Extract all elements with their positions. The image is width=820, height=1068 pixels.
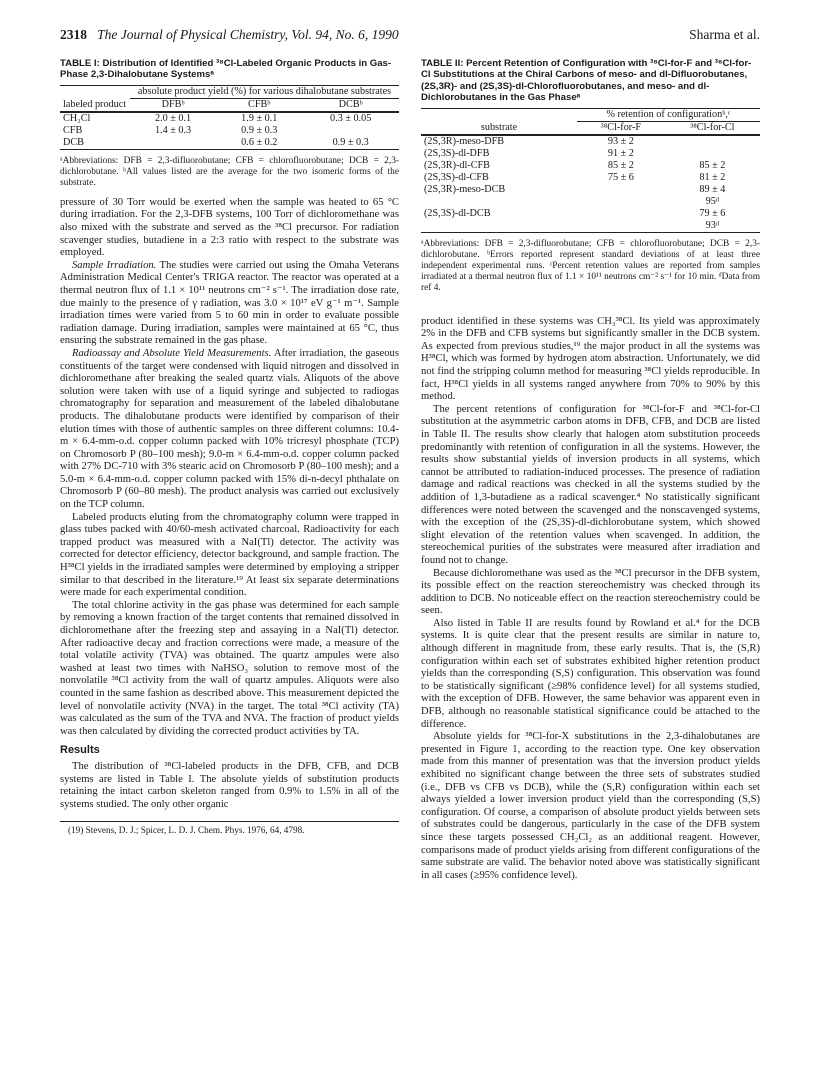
table-cell: 0.9 ± 0.3 bbox=[332, 136, 369, 148]
table-1-col-group: absolute product yield (%) for various dihalobutane substrates bbox=[130, 85, 399, 98]
running-header-left bbox=[60, 27, 399, 43]
table-row bbox=[60, 112, 399, 125]
body-paragraph: Sample Irradiation. The studies were carried out using the Omaha Veterans Administration Medical Center's TRIGA reactor. The reactor was operated at a thermal neutron flux of 1.1 × 10¹¹ neutrons cm⁻² s⁻¹. The irradiation dose rate, due mainly to the presence of γ radiation, was 3.0 × 10¹⁷ eV g⁻¹ m⁻¹. Sample irradiation times were varied from 5 to 60 min in order to evaluate possible radiation damage. During irradiation, samples were maintained at 65 °C, thus ensuring the substrate remained in the gas phase. bbox=[60, 259, 399, 347]
table-cell: 95ᵈ bbox=[705, 195, 720, 207]
table-2-title: TABLE II: Percent Retention of Configuration with ³⁸Cl-for-F and ³⁸Cl-for-Cl Substitutions at the Chiral Carbons of meso- and dl-Difluorobutanes, (2S,3R)- and (2S,3S)-dl-Chlorofluorobutanes, and meso- and dl-Dichlorobutanes in the Gas Phaseᵃ bbox=[421, 58, 752, 104]
table-cell: (2S,3R)-meso-DCB bbox=[424, 183, 506, 195]
table-2-row-header: substrate bbox=[480, 121, 518, 133]
body-paragraph: Because dichloromethane was used as the ³⁸Cl precursor in the DFB system, its possible effect on the reaction stereochemistry was checked through its addition to DCB. No noticeable effect on the reaction stereochemistry could be seen. bbox=[421, 567, 760, 617]
left-column bbox=[60, 58, 399, 836]
table-1-footnote: ᵃAbbreviations: DFB = 2,3-difluorobutane; CFB = chlorofluorobutane; DCB = 2,3-dichlorobutane. ᵇAll values listed are the average for the two isomeric forms of the substrate. bbox=[60, 155, 399, 188]
table-row bbox=[421, 160, 760, 172]
table-cell bbox=[665, 148, 760, 160]
table-cell: 0.9 ± 0.3 bbox=[241, 124, 278, 136]
table-cell: 1.9 ± 0.1 bbox=[241, 112, 278, 124]
column-gap bbox=[421, 302, 760, 316]
table-cell bbox=[665, 135, 760, 148]
body-paragraph: The distribution of ³⁸Cl-labeled products in the DFB, CFB, and DCB systems are listed in Table I. The absolute yields of substitution products retaining the intact carbon skeleton ranged from 0.9% to 1.5% in all of the systems studied. The only other organic bbox=[60, 760, 399, 810]
body-paragraph: The percent retentions of configuration for ³⁸Cl-for-F and ³⁸Cl-for-Cl substitution at the asymmetric carbon atoms in DFB, CFB, and DCB are listed in Table II. The results show clearly that halogen atom substitution proceeds predominantly with retention of configuration in all the systems. However, the results show substantial yields of inversion products in all systems, which cannot be attributed to radiation-induced processes. The presence of radiation damage and radical reactions was checked in all the systems studied by the addition of 1,3-butadiene as a radical scavenger.⁴ No statistically significant differences were noted between the scavenged and the nonscavenged systems, with the exception of the (2S,3S)-dl-dichlorobutane system, which showed slight elevation of the retention values when scavenged. In addition, the stereochemical purities of the substrates were measured after irradiation and found not to change. bbox=[421, 403, 760, 566]
table-cell: (2S,3S)-dl-DFB bbox=[424, 147, 490, 159]
table-row bbox=[421, 135, 760, 148]
table-cell: 93ᵈ bbox=[705, 219, 720, 231]
table-cell bbox=[577, 196, 665, 208]
table-cell bbox=[302, 125, 399, 137]
table-row bbox=[60, 137, 399, 150]
table-cell: CH₃Cl bbox=[63, 112, 91, 124]
body-paragraph: Also listed in Table II are results found by Rowland et al.⁴ for the DCB systems. It is quite clear that the present results are similar in nature to, although different in magnitude from, these early results. That is, the (S,R) configuration within each set of substrates exhibited higher retention product yields than the corresponding (S,S) configuration. This observation was found to be statistically significant (≥98% confidence level) for all systems studied, with the exception of DFB. However, the same behavior was apparent even in DFB, although no reasonable statistical significance could be attached to the difference. bbox=[421, 617, 760, 730]
right-column bbox=[421, 58, 760, 882]
body-paragraph: Absolute yields for ³⁸Cl-for-X substitutions in the 2,3-dihalobutanes are presented in Figure 1, according to the reaction type. One key observation made from this manner of presentation was that the inversion product yields exhibited no significant change between the three sets of substrates studied (i.e., DFB vs CFB vs DCB), while the (S,R) configuration within each set always yielded a lower inversion product yield than the corresponding (S,S) configuration. Of course, a comparison of absolute product yields between sets of substrates could be dangerous, particularly in the case of the DFB system since these targets possessed CH₂Cl₂ as an additional reagent. However, comparisons made of product yields arising from different configurations of the same substrate are valid. The behavior noted above was statistically significant in all cases (≥95% confidence level). bbox=[421, 731, 760, 881]
footnote-divider bbox=[60, 821, 399, 822]
table-cell bbox=[421, 220, 577, 233]
table-2-col-header: ³⁸Cl-for-F bbox=[600, 121, 642, 133]
table-cell: DCB bbox=[63, 136, 84, 148]
table-2-col-header: ³⁸Cl-for-Cl bbox=[690, 121, 735, 133]
table-cell: 91 ± 2 bbox=[607, 147, 634, 159]
body-paragraph: The total chlorine activity in the gas phase was determined for each sample by removing a known fraction of the target contents that remained dissolved in dichloromethane after the freezing step and assaying in a NaI(Tl) detector. After radioactive decay and fraction corrections were made, a measure of the total volatile activity (TVA) was obtained. The quartz ampules were also washed at least two times with NaHSO₃ solution to remove most of the nonvolatile ³⁸Cl activity from the wall of quartz ampules. Aliquots were also counted in the same fashion as described above. This measurement depicted the level of nonvolatile activity (NVA) in the target. The total ³⁸Cl activity (TA) was calculated as the sum of the TVA and NVA. The fraction of product yields was then calculated by dividing the corrected product activities by TA. bbox=[60, 599, 399, 737]
table-row bbox=[421, 184, 760, 196]
section-heading-results: Results bbox=[60, 744, 100, 757]
table-2-grid bbox=[421, 108, 760, 233]
table-cell: 1.4 ± 0.3 bbox=[155, 124, 192, 136]
body-paragraph: pressure of 30 Torr would be exerted when the sample was heated to 65 °C during irradiation. For the 2,3-DFB systems, 100 Torr of dichloromethane was also mixed with the substrate and served as the ³⁸Cl precursor. For radiation scavenger studies, butadiene in a 2:3 ratio with respect to the substrate was employed. bbox=[60, 196, 399, 259]
table-2-col-group: % retention of configurationᵇ,ᶜ bbox=[577, 108, 760, 121]
journal-title: The Journal of Physical Chemistry, Vol. 94, No. 6, 1990 bbox=[97, 27, 399, 42]
table-cell bbox=[130, 137, 216, 150]
table-cell: CFB bbox=[63, 124, 83, 136]
table-cell: (2S,3R)-dl-CFB bbox=[424, 159, 490, 171]
table-2-footnote: ᵃAbbreviations: DFB = 2,3-difluorobutane; CFB = chlorofluorobutane; DCB = 2,3-dichlorobutane. ᵇErrors reported represent standard deviations of at least three independent experimental runs. ᶜPercent retention values are reported from samples irradiated at a thermal neutron flux of 1.1 × 10¹¹ neutrons cm⁻² s⁻¹ for 10 min. ᵈData from ref 4. bbox=[421, 238, 760, 293]
table-cell: (2S,3S)-dl-CFB bbox=[424, 171, 489, 183]
table-cell: 89 ± 4 bbox=[699, 183, 726, 195]
table-row bbox=[421, 172, 760, 184]
table-cell: (2S,3S)-dl-DCB bbox=[424, 207, 491, 219]
table-1-grid bbox=[60, 85, 399, 150]
table-row bbox=[421, 196, 760, 208]
table-cell: 85 ± 2 bbox=[607, 159, 634, 171]
table-1-col-header: DCBᵇ bbox=[338, 98, 363, 110]
table-row bbox=[421, 208, 760, 220]
table-cell bbox=[577, 220, 665, 233]
table-cell: 75 ± 6 bbox=[607, 171, 634, 183]
table-row bbox=[60, 125, 399, 137]
table-1-col-header: CFBᵇ bbox=[248, 98, 271, 110]
table-1 bbox=[60, 58, 399, 189]
table-row bbox=[421, 148, 760, 160]
table-1-col-header: DFBᵇ bbox=[161, 98, 185, 110]
body-paragraph: Radioassay and Absolute Yield Measurements. After irradiation, the gaseous constituents of the target were condensed with liquid nitrogen and dissolved in dichloromethane after breaking the sealed quartz vials. Aliquots of the above solution were taken with use of a liquid syringe and subjected to radiogas chromatography for separation and measurement of the labeled dihalobutane products. The dihalobutane products were identified by comparison of their elution times with those of authentic samples on three different columns: 10.4-m × 6.4-mm-o.d. copper column packed with 10% tricresyl phosphate (TCP) on Chromosorb P (80–100 mesh); 9.0-m × 6.4-mm-o.d. copper column packed with 27% DC-710 with 3% stearic acid on Chromosorb P (80–100 mesh); and a 5.0-m × 6.4-mm-o.d. copper column packed with 15% di-n-decyl phthalate on Chromosorb P (60–80 mesh). The product analysis was carried out exclusively on the TCP column. bbox=[60, 347, 399, 511]
body-paragraph: product identified in these systems was CH₃³⁸Cl. Its yield was approximately 2% in the DFB and CFB systems but significantly smaller in the DCB system. As expected from previous studies,¹⁹ the major product in all the systems was H³⁸Cl, which was formed by hydrogen atom abstraction. Unfortunately, we did not find the stripping column method for measuring ³⁸Cl yields reproducible. In fact, H³⁸Cl yields in all systems ranged anywhere from 70% to 90% by this method. bbox=[421, 315, 760, 403]
run-in-heading: Sample Irradiation. bbox=[72, 259, 157, 271]
table-2 bbox=[421, 58, 760, 294]
table-cell: 85 ± 2 bbox=[699, 159, 726, 171]
running-header-author: Sharma et al. bbox=[689, 27, 760, 42]
table-cell: 93 ± 2 bbox=[607, 135, 634, 147]
table-cell bbox=[577, 184, 665, 196]
table-cell: 0.6 ± 0.2 bbox=[241, 136, 278, 148]
table-cell: (2S,3R)-meso-DFB bbox=[424, 135, 505, 147]
run-in-heading: Radioassay and Absolute Yield Measurements. bbox=[72, 347, 272, 359]
table-cell bbox=[577, 208, 665, 220]
table-cell: 0.3 ± 0.05 bbox=[330, 112, 372, 124]
table-cell: 2.0 ± 0.1 bbox=[155, 112, 192, 124]
reference-19: (19) Stevens, D. J.; Spicer, L. D. J. Chem. Phys. 1976, 64, 4798. bbox=[68, 825, 305, 836]
page-number: 2318 bbox=[60, 27, 87, 42]
table-cell: 81 ± 2 bbox=[699, 171, 726, 183]
table-row bbox=[421, 220, 760, 233]
body-paragraph: Labeled products eluting from the chromatography column were trapped in glass tubes packed with 40/60-mesh activated charcoal. Radioactivity for each trapped product was measured with a NaI(Tl) detector. The activity was corrected for detector efficiency, detector background, and sample fraction. The H³⁸Cl yields in the irradiated samples were determined by employing a stripper similar to that described in the literature.¹⁹ At least six separate determinations were made for each experimental condition. bbox=[60, 511, 399, 599]
table-1-row-header: labeled product bbox=[63, 98, 127, 110]
table-1-title: TABLE I: Distribution of Identified ³⁸Cl-Labeled Organic Products in Gas-Phase 2,3-Dihalobutane Systemsᵃ bbox=[60, 58, 392, 81]
table-cell bbox=[421, 196, 577, 208]
table-cell: 79 ± 6 bbox=[699, 207, 726, 219]
